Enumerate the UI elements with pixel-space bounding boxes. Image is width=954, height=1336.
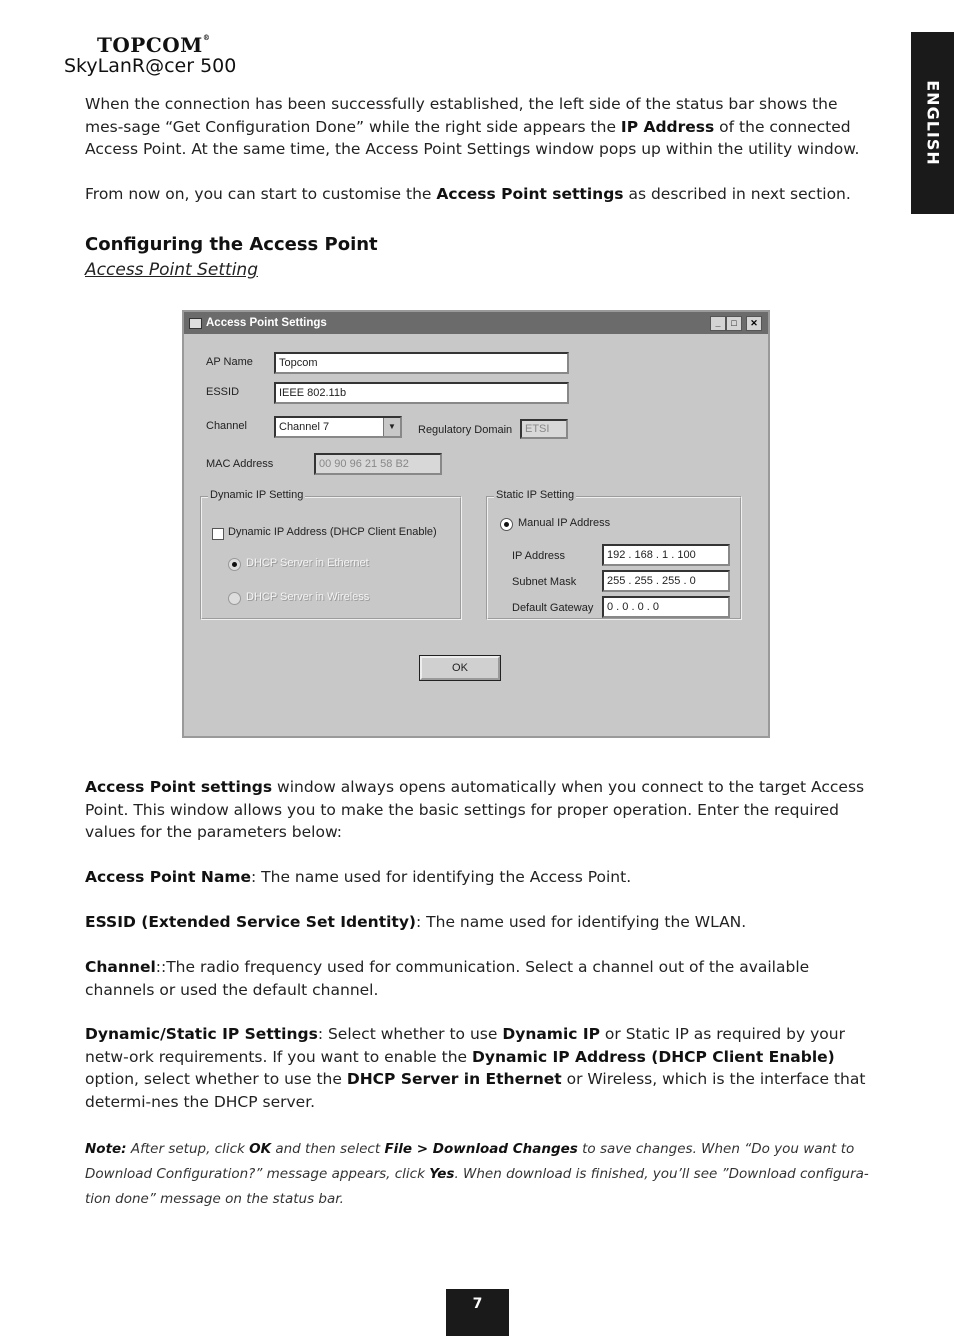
- dialog-title: Access Point Settings: [206, 317, 327, 329]
- manual-ip-radio[interactable]: [500, 518, 513, 531]
- intro-paragraph-1: When the connection has been successfully established, the left side of the status bar shows the mes-sage “Get Configuration Done” while the right side appears the IP Address of the connected Access Point. At the same time, the Access Point Settings window pops up within the utility window.: [85, 95, 860, 158]
- ip-address-label: IP Address: [512, 550, 565, 562]
- section-subheading: Access Point Setting: [85, 260, 258, 280]
- dhcp-wireless-label: DHCP Server in Wireless: [246, 591, 370, 603]
- default-gateway-label: Default Gateway: [512, 602, 594, 614]
- language-tab-label: ENGLISH: [923, 80, 942, 166]
- access-point-settings-dialog: [182, 310, 770, 738]
- channel-select-value: Channel 7: [279, 421, 330, 433]
- topcom-logo: TOPCOM®: [97, 33, 211, 57]
- essid-input[interactable]: IEEE 802.11b: [274, 382, 569, 404]
- static-ip-group: [486, 489, 742, 620]
- note-paragraph: Note: After setup, click OK and then select File > Download Changes to save changes. When “Do you want to Download Configuration?” message appears, click Yes. When download is finished, you’ll see ”Download configura-tion done” message on the status bar.: [85, 1141, 869, 1207]
- ap-name-label: AP Name: [206, 356, 253, 368]
- dynamic-ip-group: [200, 489, 462, 620]
- subnet-mask-label: Subnet Mask: [512, 576, 577, 588]
- essid-paragraph: ESSID (Extended Service Set Identity): The name used for identifying the WLAN.: [85, 913, 747, 931]
- dhcp-ethernet-radio[interactable]: [228, 558, 241, 571]
- ap-name-paragraph: Access Point Name: The name used for identifying the Access Point.: [85, 868, 632, 886]
- minimize-icon[interactable]: _: [710, 316, 726, 331]
- channel-paragraph: Channel::The radio frequency used for communication. Select a channel out of the available channels or used the default channel.: [85, 958, 810, 999]
- ap-name-input[interactable]: Topcom: [274, 352, 569, 374]
- dhcp-ethernet-label: DHCP Server in Ethernet: [246, 557, 369, 569]
- manual-ip-label: Manual IP Address: [518, 517, 611, 529]
- close-icon[interactable]: ✕: [746, 316, 762, 331]
- channel-label: Channel: [206, 420, 247, 432]
- dhcp-wireless-radio[interactable]: [228, 592, 241, 605]
- dynamic-ip-checkbox-label: Dynamic IP Address (DHCP Client Enable): [228, 526, 437, 538]
- ap-settings-paragraph: Access Point settings window always opens automatically when you connect to the target Access Point. This window allows you to make the basic settings for proper operation. Enter the required values for the parameters below:: [85, 778, 865, 841]
- dynamic-ip-group-title: Dynamic IP Setting: [210, 489, 304, 501]
- regulatory-domain-label: Regulatory Domain: [418, 424, 513, 436]
- product-name: SkyLanR@cer 500: [64, 55, 237, 77]
- static-ip-group-title: Static IP Setting: [496, 489, 575, 501]
- essid-label: ESSID: [206, 386, 240, 398]
- intro-paragraph-2: From now on, you can start to customise the Access Point settings as described in next section.: [85, 185, 851, 203]
- ok-button[interactable]: OK: [420, 656, 500, 680]
- regulatory-domain-field: ETSI: [520, 419, 568, 439]
- page-number: 7: [446, 1289, 509, 1336]
- mac-address-label: MAC Address: [206, 458, 274, 470]
- ip-settings-paragraph: Dynamic/Static IP Settings: Select whether to use Dynamic IP or Static IP as required by your netw-ork requirements. If you want to enable the Dynamic IP Address (DHCP Client Enable) option, select whether to use the DHCP Server in Ethernet or Wireless, which is the interface that determi-nes the DHCP server.: [85, 1025, 866, 1111]
- maximize-icon[interactable]: □: [726, 316, 742, 331]
- chevron-down-icon[interactable]: ▼: [383, 418, 400, 436]
- default-gateway-input[interactable]: 0 . 0 . 0 . 0: [602, 596, 730, 618]
- channel-select[interactable]: [274, 416, 402, 438]
- section-heading: Configuring the Access Point: [85, 234, 378, 255]
- window-icon: [189, 318, 202, 329]
- ip-address-input[interactable]: 192 . 168 . 1 . 100: [602, 544, 730, 566]
- dialog-titlebar: [184, 312, 768, 334]
- dynamic-ip-checkbox[interactable]: [212, 528, 224, 540]
- subnet-mask-input[interactable]: 255 . 255 . 255 . 0: [602, 570, 730, 592]
- mac-address-field: 00 90 96 21 58 B2: [314, 453, 442, 475]
- language-tab: [911, 32, 954, 214]
